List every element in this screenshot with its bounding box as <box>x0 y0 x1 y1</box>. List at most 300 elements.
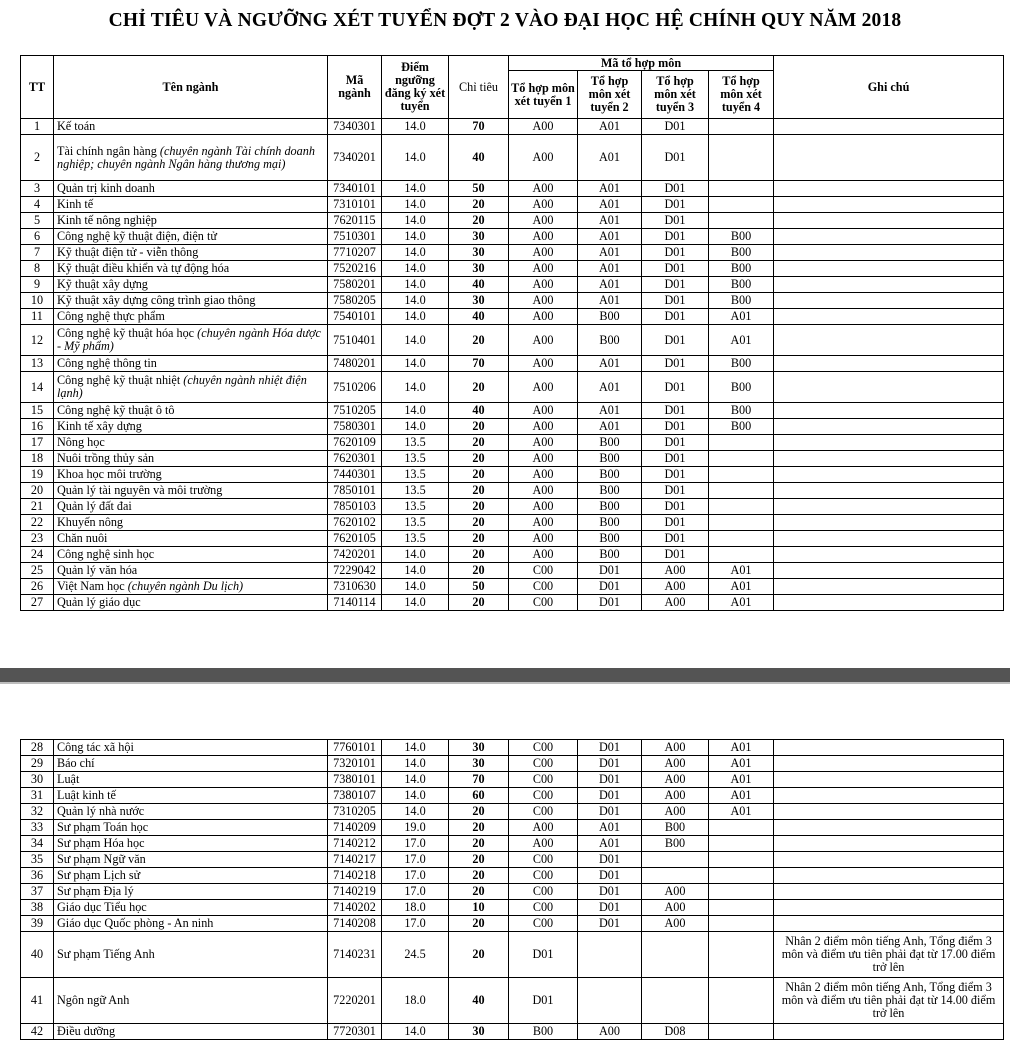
combo-4: B00 <box>709 229 774 245</box>
quota: 20 <box>449 197 509 213</box>
major-code: 7440301 <box>328 467 382 483</box>
combo-2 <box>578 932 642 978</box>
threshold-score: 19.0 <box>382 820 449 836</box>
major-name <box>54 900 328 916</box>
major-name-text: Quản lý nhà nước <box>57 804 145 818</box>
combo-3: D01 <box>642 372 709 403</box>
major-name-text: Công nghệ thực phẩm <box>57 309 165 323</box>
table-row <box>21 916 1004 932</box>
page-title: CHỈ TIÊU VÀ NGƯỠNG XÉT TUYỂN ĐỢT 2 VÀO ĐẠI HỌC HỆ CHÍNH QUY NĂM 2018 <box>108 10 902 31</box>
combo-4 <box>709 483 774 499</box>
combo-4: B00 <box>709 403 774 419</box>
table-row <box>21 852 1004 868</box>
combo-2: B00 <box>578 435 642 451</box>
row-number: 30 <box>21 772 54 788</box>
combo-4 <box>709 932 774 978</box>
combo-1: A00 <box>509 261 578 277</box>
combo-4 <box>709 868 774 884</box>
combo-4: B00 <box>709 261 774 277</box>
table-row <box>21 435 1004 451</box>
threshold-score: 14.0 <box>382 772 449 788</box>
combo-4: A01 <box>709 325 774 356</box>
combo-2: D01 <box>578 900 642 916</box>
major-name-text: Công nghệ sinh học <box>57 547 155 561</box>
combo-4 <box>709 884 774 900</box>
threshold-score: 17.0 <box>382 916 449 932</box>
table-row <box>21 483 1004 499</box>
header-threshold: Điểm ngưỡng đăng ký xét tuyển <box>382 56 449 119</box>
table-row <box>21 563 1004 579</box>
quota: 20 <box>449 515 509 531</box>
table-row <box>21 595 1004 611</box>
row-number: 5 <box>21 213 54 229</box>
major-name <box>54 515 328 531</box>
combo-3: A00 <box>642 804 709 820</box>
table-row <box>21 515 1004 531</box>
row-number: 20 <box>21 483 54 499</box>
threshold-score: 14.0 <box>382 804 449 820</box>
note <box>774 900 1004 916</box>
quota: 50 <box>449 181 509 197</box>
major-name <box>54 756 328 772</box>
major-code: 7140114 <box>328 595 382 611</box>
quota: 20 <box>449 419 509 435</box>
threshold-score: 13.5 <box>382 483 449 499</box>
combo-3: D01 <box>642 181 709 197</box>
threshold-score: 14.0 <box>382 261 449 277</box>
table-row <box>21 836 1004 852</box>
quota: 20 <box>449 932 509 978</box>
quota: 20 <box>449 884 509 900</box>
major-code: 7140218 <box>328 868 382 884</box>
combo-3: D01 <box>642 325 709 356</box>
combo-2: D01 <box>578 884 642 900</box>
combo-4: A01 <box>709 740 774 756</box>
note: Nhân 2 điểm môn tiếng Anh, Tổng điểm 3 môn và điểm ưu tiên phải đạt từ 17.00 điểm trở lên <box>774 932 1004 978</box>
combo-4 <box>709 900 774 916</box>
combo-1: C00 <box>509 579 578 595</box>
quota: 30 <box>449 740 509 756</box>
row-number: 14 <box>21 372 54 403</box>
major-code: 7510301 <box>328 229 382 245</box>
admission-table-part1 <box>20 55 1004 611</box>
combo-2: D01 <box>578 563 642 579</box>
major-code: 7580205 <box>328 293 382 309</box>
threshold-score: 14.0 <box>382 119 449 135</box>
threshold-score: 14.0 <box>382 229 449 245</box>
combo-3: A00 <box>642 788 709 804</box>
quota: 30 <box>449 229 509 245</box>
row-number: 41 <box>21 978 54 1024</box>
admission-table-part2 <box>20 739 1004 1040</box>
row-number: 34 <box>21 836 54 852</box>
major-name <box>54 595 328 611</box>
note <box>774 820 1004 836</box>
table-row <box>21 197 1004 213</box>
combo-3 <box>642 978 709 1024</box>
combo-4 <box>709 531 774 547</box>
combo-2: D01 <box>578 772 642 788</box>
table-row <box>21 531 1004 547</box>
major-name <box>54 772 328 788</box>
combo-2: D01 <box>578 916 642 932</box>
major-name-text: Sư phạm Toán học <box>57 820 149 834</box>
note <box>774 499 1004 515</box>
row-number: 39 <box>21 916 54 932</box>
combo-1: A00 <box>509 356 578 372</box>
major-name-text: Sư phạm Tiếng Anh <box>57 947 155 961</box>
major-code: 7760101 <box>328 740 382 756</box>
quota: 20 <box>449 820 509 836</box>
major-name <box>54 579 328 595</box>
major-specialization: (chuyên ngành Du lịch) <box>127 579 244 593</box>
combo-3: D01 <box>642 499 709 515</box>
table-row <box>21 772 1004 788</box>
combo-1: D01 <box>509 932 578 978</box>
threshold-score: 18.0 <box>382 978 449 1024</box>
major-name <box>54 740 328 756</box>
combo-1: A00 <box>509 119 578 135</box>
major-code: 7340101 <box>328 181 382 197</box>
combo-1: A00 <box>509 547 578 563</box>
major-name <box>54 119 328 135</box>
combo-3: D01 <box>642 403 709 419</box>
combo-4: B00 <box>709 277 774 293</box>
major-name <box>54 325 328 356</box>
combo-4: A01 <box>709 309 774 325</box>
combo-2: A01 <box>578 277 642 293</box>
combo-4: A01 <box>709 788 774 804</box>
major-name <box>54 197 328 213</box>
major-name <box>54 852 328 868</box>
note <box>774 309 1004 325</box>
major-name-text: Nuôi trồng thủy sản <box>57 451 155 465</box>
table-row <box>21 309 1004 325</box>
note <box>774 515 1004 531</box>
note <box>774 563 1004 579</box>
threshold-score: 14.0 <box>382 740 449 756</box>
row-number: 8 <box>21 261 54 277</box>
note <box>774 451 1004 467</box>
row-number: 24 <box>21 547 54 563</box>
major-name-text: Báo chí <box>57 756 95 770</box>
major-name <box>54 403 328 419</box>
combo-4 <box>709 547 774 563</box>
major-name-text: Giáo dục Tiểu học <box>57 900 147 914</box>
header-code: Mã ngành <box>328 56 382 119</box>
threshold-score: 17.0 <box>382 836 449 852</box>
combo-3: D01 <box>642 356 709 372</box>
combo-1: A00 <box>509 197 578 213</box>
major-name <box>54 245 328 261</box>
major-name-text: Kinh tế nông nghiệp <box>57 213 157 227</box>
table-row <box>21 261 1004 277</box>
quota: 30 <box>449 245 509 261</box>
quota: 40 <box>449 309 509 325</box>
major-name-text: Kinh tế xây dựng <box>57 419 142 433</box>
major-specialization: (chuyên ngành Hóa dược - Mỹ phẩm) <box>57 326 321 353</box>
combo-1: A00 <box>509 325 578 356</box>
major-name <box>54 372 328 403</box>
combo-3: A00 <box>642 579 709 595</box>
note <box>774 135 1004 181</box>
major-code: 7850103 <box>328 499 382 515</box>
note: Nhân 2 điểm môn tiếng Anh, Tổng điểm 3 môn và điểm ưu tiên phải đạt từ 14.00 điểm trở lên <box>774 978 1004 1024</box>
note <box>774 119 1004 135</box>
threshold-score: 14.0 <box>382 213 449 229</box>
combo-2: A01 <box>578 293 642 309</box>
major-name-text: Chăn nuôi <box>57 531 108 545</box>
combo-4: B00 <box>709 356 774 372</box>
header-combo1: Tổ hợp môn xét tuyển 1 <box>509 71 578 119</box>
major-name <box>54 868 328 884</box>
major-code: 7220201 <box>328 978 382 1024</box>
combo-4: B00 <box>709 245 774 261</box>
major-name <box>54 483 328 499</box>
combo-1: A00 <box>509 836 578 852</box>
combo-2: D01 <box>578 579 642 595</box>
major-name <box>54 181 328 197</box>
threshold-score: 13.5 <box>382 499 449 515</box>
combo-2: B00 <box>578 309 642 325</box>
table-row <box>21 884 1004 900</box>
quota: 40 <box>449 277 509 293</box>
note <box>774 756 1004 772</box>
combo-1: C00 <box>509 740 578 756</box>
major-code: 7140202 <box>328 900 382 916</box>
combo-1: D01 <box>509 978 578 1024</box>
major-name <box>54 820 328 836</box>
major-name-text: Kinh tế <box>57 197 94 211</box>
row-number: 6 <box>21 229 54 245</box>
combo-2: A01 <box>578 372 642 403</box>
combo-2: A01 <box>578 213 642 229</box>
page-separator <box>0 668 1010 682</box>
combo-3: D01 <box>642 419 709 435</box>
combo-4 <box>709 213 774 229</box>
major-name <box>54 804 328 820</box>
combo-2: B00 <box>578 325 642 356</box>
combo-4: A01 <box>709 804 774 820</box>
major-name-text: Giáo dục Quốc phòng - An ninh <box>57 916 214 930</box>
quota: 20 <box>449 435 509 451</box>
threshold-score: 24.5 <box>382 932 449 978</box>
threshold-score: 14.0 <box>382 277 449 293</box>
quota: 30 <box>449 1024 509 1040</box>
combo-4 <box>709 435 774 451</box>
combo-2: A01 <box>578 836 642 852</box>
note <box>774 483 1004 499</box>
major-code: 7540101 <box>328 309 382 325</box>
major-name <box>54 229 328 245</box>
combo-4: A01 <box>709 563 774 579</box>
quota: 20 <box>449 531 509 547</box>
threshold-score: 13.5 <box>382 467 449 483</box>
header-combo-group: Mã tổ hợp môn <box>509 56 774 71</box>
row-number: 32 <box>21 804 54 820</box>
major-name-text: Công nghệ kỹ thuật điện, điện tử <box>57 229 217 243</box>
table-row <box>21 740 1004 756</box>
combo-4 <box>709 916 774 932</box>
row-number: 27 <box>21 595 54 611</box>
major-code: 7520216 <box>328 261 382 277</box>
threshold-score: 14.0 <box>382 403 449 419</box>
combo-3 <box>642 852 709 868</box>
major-name <box>54 547 328 563</box>
major-code: 7340201 <box>328 135 382 181</box>
threshold-score: 14.0 <box>382 293 449 309</box>
combo-2: A01 <box>578 820 642 836</box>
combo-2: A01 <box>578 197 642 213</box>
note <box>774 467 1004 483</box>
major-name-text: Công nghệ kỹ thuật hóa học <box>57 326 195 340</box>
combo-1: A00 <box>509 499 578 515</box>
combo-1: A00 <box>509 435 578 451</box>
combo-3 <box>642 932 709 978</box>
major-name-text: Kỹ thuật điều khiển và tự động hóa <box>57 261 230 275</box>
combo-2 <box>578 978 642 1024</box>
threshold-score: 13.5 <box>382 515 449 531</box>
major-name-text: Ngôn ngữ Anh <box>57 993 130 1007</box>
major-name <box>54 499 328 515</box>
table-row <box>21 293 1004 309</box>
threshold-score: 14.0 <box>382 419 449 435</box>
major-name-text: Quản trị kinh doanh <box>57 181 155 195</box>
row-number: 17 <box>21 435 54 451</box>
header-note: Ghi chú <box>774 56 1004 119</box>
combo-3: A00 <box>642 916 709 932</box>
combo-3: D01 <box>642 309 709 325</box>
table-row <box>21 978 1004 1024</box>
table-row <box>21 403 1004 419</box>
combo-3: A00 <box>642 756 709 772</box>
row-number: 3 <box>21 181 54 197</box>
threshold-score: 13.5 <box>382 451 449 467</box>
combo-2: D01 <box>578 852 642 868</box>
combo-3: B00 <box>642 836 709 852</box>
major-code: 7580301 <box>328 419 382 435</box>
row-number: 21 <box>21 499 54 515</box>
major-code: 7510401 <box>328 325 382 356</box>
table-row <box>21 356 1004 372</box>
note <box>774 1024 1004 1040</box>
combo-2: A01 <box>578 119 642 135</box>
major-name <box>54 1024 328 1040</box>
row-number: 40 <box>21 932 54 978</box>
note <box>774 804 1004 820</box>
quota: 40 <box>449 403 509 419</box>
combo-3: A00 <box>642 595 709 611</box>
combo-3: D01 <box>642 483 709 499</box>
threshold-score: 13.5 <box>382 531 449 547</box>
combo-1: A00 <box>509 515 578 531</box>
quota: 70 <box>449 772 509 788</box>
combo-3: D01 <box>642 467 709 483</box>
note <box>774 372 1004 403</box>
combo-2: D01 <box>578 756 642 772</box>
major-name-text: Khuyến nông <box>57 515 124 529</box>
major-name-text: Công nghệ kỹ thuật nhiệt <box>57 373 181 387</box>
combo-3: D01 <box>642 293 709 309</box>
row-number: 11 <box>21 309 54 325</box>
row-number: 16 <box>21 419 54 435</box>
major-name-text: Luật kinh tế <box>57 788 116 802</box>
major-name-text: Nông học <box>57 435 105 449</box>
major-name-text: Luật <box>57 772 80 786</box>
major-code: 7340301 <box>328 119 382 135</box>
major-name-text: Sư phạm Địa lý <box>57 884 134 898</box>
note <box>774 740 1004 756</box>
major-name-text: Công nghệ kỹ thuật ô tô <box>57 403 175 417</box>
combo-1: A00 <box>509 213 578 229</box>
combo-3: A00 <box>642 772 709 788</box>
combo-2: D01 <box>578 868 642 884</box>
major-code: 7720301 <box>328 1024 382 1040</box>
major-name <box>54 277 328 293</box>
combo-1: A00 <box>509 245 578 261</box>
threshold-score: 13.5 <box>382 435 449 451</box>
combo-1: A00 <box>509 419 578 435</box>
table-row <box>21 325 1004 356</box>
row-number: 2 <box>21 135 54 181</box>
note <box>774 197 1004 213</box>
row-number: 23 <box>21 531 54 547</box>
table-row <box>21 277 1004 293</box>
combo-2: A01 <box>578 403 642 419</box>
row-number: 26 <box>21 579 54 595</box>
major-code: 7620102 <box>328 515 382 531</box>
combo-4 <box>709 499 774 515</box>
major-code: 7620105 <box>328 531 382 547</box>
combo-3: A00 <box>642 884 709 900</box>
major-code: 7710207 <box>328 245 382 261</box>
threshold-score: 17.0 <box>382 884 449 900</box>
note <box>774 772 1004 788</box>
quota: 20 <box>449 213 509 229</box>
combo-4: B00 <box>709 372 774 403</box>
combo-2: B00 <box>578 515 642 531</box>
major-code: 7140208 <box>328 916 382 932</box>
combo-4 <box>709 135 774 181</box>
major-name <box>54 213 328 229</box>
table-row <box>21 900 1004 916</box>
quota: 20 <box>449 836 509 852</box>
combo-3: D01 <box>642 531 709 547</box>
combo-1: C00 <box>509 804 578 820</box>
table-row <box>21 868 1004 884</box>
major-code: 7480201 <box>328 356 382 372</box>
quota: 50 <box>449 579 509 595</box>
major-name-text: Quản lý văn hóa <box>57 563 138 577</box>
row-number: 37 <box>21 884 54 900</box>
note <box>774 229 1004 245</box>
threshold-score: 14.0 <box>382 756 449 772</box>
combo-1: A00 <box>509 531 578 547</box>
combo-2: B00 <box>578 531 642 547</box>
major-name <box>54 356 328 372</box>
threshold-score: 17.0 <box>382 852 449 868</box>
major-code: 7620109 <box>328 435 382 451</box>
combo-4 <box>709 119 774 135</box>
quota: 20 <box>449 467 509 483</box>
row-number: 22 <box>21 515 54 531</box>
combo-2: A01 <box>578 135 642 181</box>
note <box>774 245 1004 261</box>
page-separator-shadow <box>0 682 1010 684</box>
major-name <box>54 135 328 181</box>
quota: 60 <box>449 788 509 804</box>
header-quota: Chỉ tiêu <box>449 56 509 119</box>
